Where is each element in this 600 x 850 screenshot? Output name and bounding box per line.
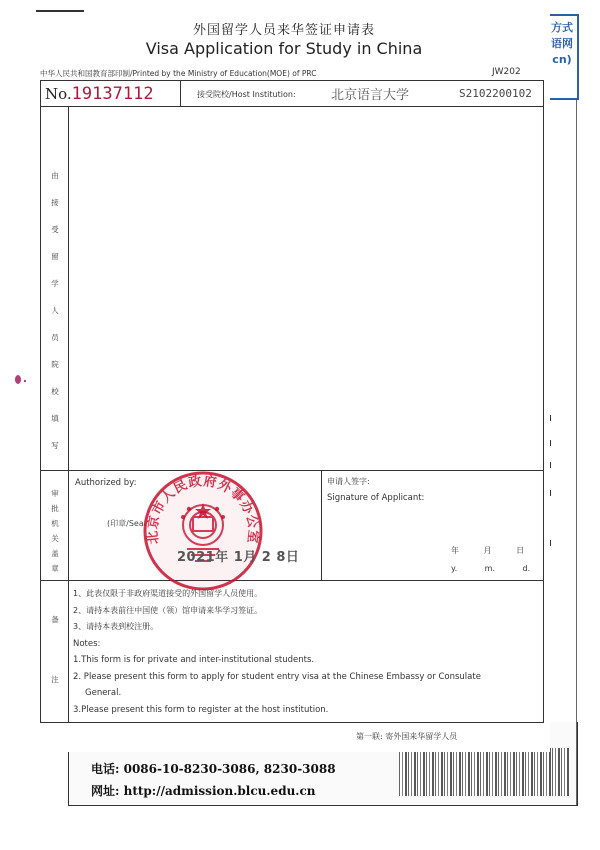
vertical-char: 关 [51, 534, 59, 543]
note-en: 2. Please present this form to apply for student entry visa at the Chinese Embassy or Consulate [73, 671, 481, 682]
vertical-char: 校 [51, 387, 59, 396]
host-institution-code: S2102200102 [459, 87, 532, 100]
vertical-char: 院 [51, 360, 59, 369]
approval-vertical-label [41, 485, 69, 575]
host-section-vertical-label [41, 167, 69, 464]
vertical-char: 审 [51, 489, 59, 498]
notes-section [41, 581, 543, 722]
svg-text:北京市人民政府外事办公室: 北京市人民政府外事办公室 [145, 474, 261, 545]
contact-website: 网址: http://admission.blcu.edu.cn [91, 784, 316, 798]
seal-label: (印章/Seal [107, 519, 146, 528]
host-institution-section [41, 107, 543, 471]
background-sheet-edge [555, 95, 577, 805]
visa-application-form [18, 0, 550, 752]
side-label-column [41, 581, 69, 722]
date-label-cn: 年 月 日 [451, 546, 525, 555]
tag-line: cn) [552, 53, 572, 66]
vertical-char: 注 [51, 675, 59, 684]
note-en: General. [85, 688, 122, 698]
note-en: 3.Please present this form to register at the host institution. [73, 704, 329, 715]
authorized-by-label: Authorized by: [75, 478, 137, 488]
number-row [41, 81, 543, 107]
notes-heading: Notes: [73, 638, 101, 649]
approval-stamp-date: 2021年 1月 2 8日 [177, 550, 300, 565]
form-code: JW202 [492, 67, 521, 77]
vertical-char: 章 [51, 564, 59, 573]
note-en: 1.This form is for private and inter-institutional students. [73, 655, 315, 665]
approval-divider [321, 471, 322, 581]
vertical-char: 机 [51, 519, 59, 528]
side-label-column [41, 107, 69, 470]
vertical-char: 接 [51, 198, 59, 207]
vertical-char: 备 [51, 615, 59, 624]
form-table [40, 80, 544, 723]
vertical-char: 学 [51, 279, 59, 288]
contact-info [91, 758, 336, 802]
barcode [399, 748, 569, 796]
tag-line: 方式 [551, 21, 573, 34]
host-institution-name: 北京语言大学 [331, 88, 410, 103]
host-institution-label: 接受院校/Host Institution: [197, 90, 296, 99]
official-seal-icon [137, 465, 269, 597]
form-title-cn: 外国留学人员来华签证申请表 [192, 23, 375, 38]
vertical-char: 批 [51, 504, 59, 513]
notes-body [73, 586, 539, 718]
note-cn: 2、请持本表前往中国使（领）馆申请来华学习签证。 [73, 605, 263, 615]
notes-vertical-label [41, 611, 69, 731]
form-number-prefix: No. [45, 85, 72, 103]
vertical-char: 写 [51, 441, 59, 450]
vertical-char: 人 [51, 306, 59, 315]
vertical-char: 填 [51, 414, 59, 423]
corner-line [36, 10, 84, 12]
ink-mark [15, 375, 21, 384]
contact-phone: 电话: 0086-10-8230-3086, 8230-3088 [91, 762, 336, 776]
vertical-char: 员 [51, 333, 59, 342]
note-cn: 1、此表仅限于非政府渠道接受的外国留学人员使用。 [73, 589, 263, 598]
printer-line: 中华人民共和国教育部印制/Printed by the Ministry of Education(MOE) of PRC [40, 69, 317, 78]
applicant-signature-label-cn: 申请人签字: [327, 477, 370, 486]
vertical-char: 盖 [51, 549, 59, 558]
vertical-char: 留 [51, 252, 59, 261]
ink-dot [24, 380, 26, 382]
applicant-signature-label-en: Signature of Applicant: [327, 493, 425, 503]
approval-section [41, 471, 543, 581]
tag-line: 语网 [551, 37, 573, 50]
date-label-en: y. m. d. [451, 564, 531, 573]
form-number-cell [41, 81, 181, 107]
vertical-char: 由 [51, 171, 59, 180]
form-number: 19137112 [71, 84, 154, 104]
background-blue-tag [545, 14, 579, 100]
copy-designation: 第一联: 寄外国来华留学人员 [356, 732, 458, 741]
form-title-en: Visa Application for Study in China [145, 39, 423, 58]
vertical-char: 受 [51, 225, 59, 234]
note-cn: 3、请持本表到校注册。 [73, 622, 159, 631]
side-label-column [41, 471, 69, 580]
